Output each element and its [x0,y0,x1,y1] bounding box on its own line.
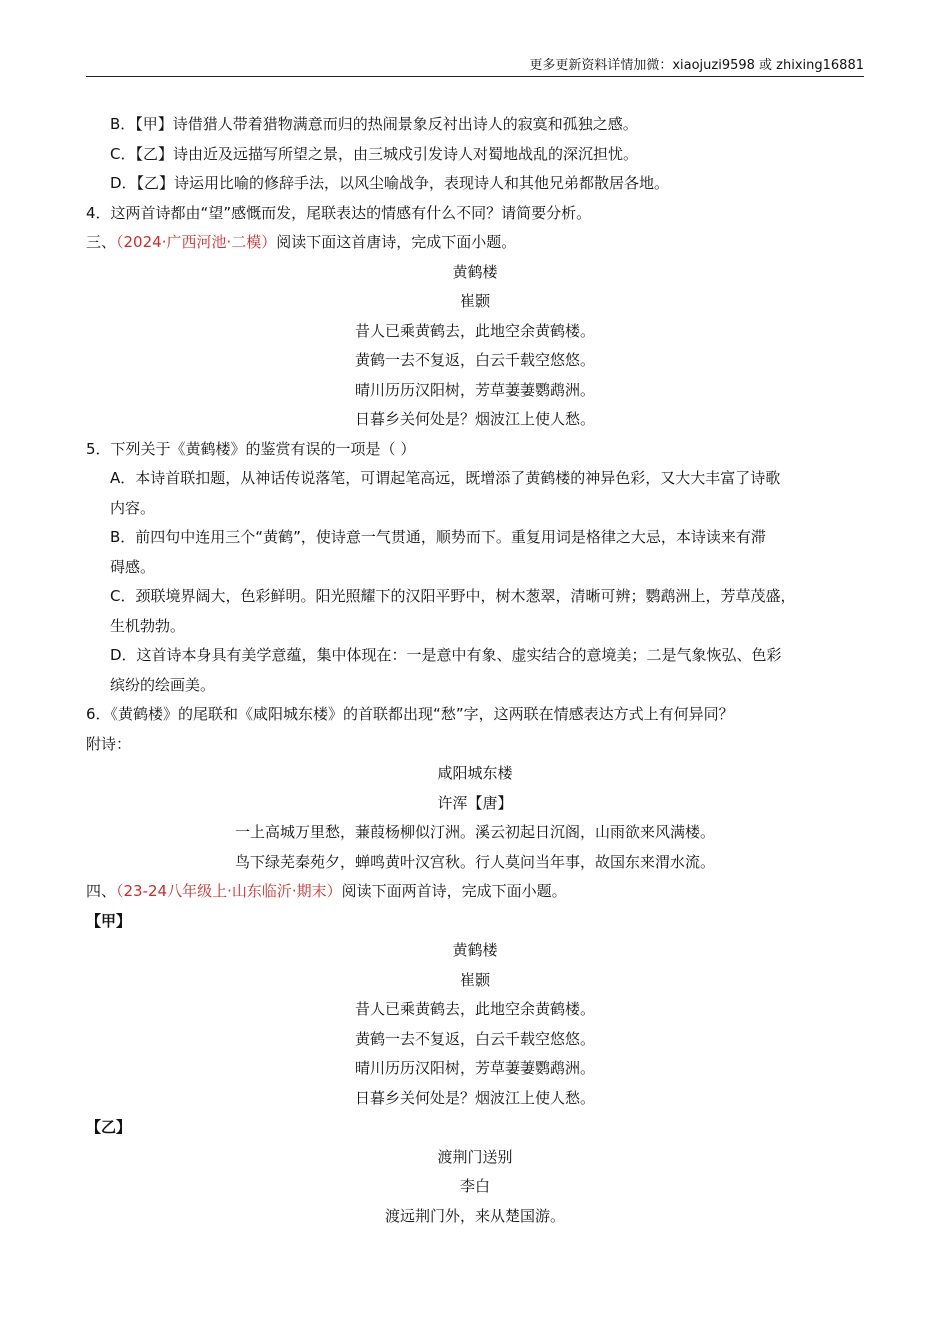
poem1-line: 晴川历历汉阳树，芳草萋萋鹦鹉洲。 [354,380,595,399]
q5-option-d-line2: 缤纷的绘画美。 [110,675,216,694]
poem4-author: 李白 [459,1177,490,1195]
q5-option-b [86,523,864,582]
section-3-source: （2024·广西河池·二模） [116,233,277,251]
yi-label: 【乙】 [86,1118,132,1136]
q5-option-a-line1: A．本诗首联扣题，从神话传说落笔，可谓起笔高远，既增添了黄鹤楼的神异色彩，又大大丰富了诗歌 [110,469,781,487]
poem2-line: 一上高城万里愁，蒹葭杨柳似汀洲。溪云初起日沉阁，山雨欲来风满楼。 [234,823,715,841]
q5-option-a [86,464,864,523]
poem1-title: 黄鹤楼 [452,262,498,281]
question-4: 4．这两首诗都由“望”感慨而发，尾联表达的情感有什么不同？请简要分析。 [86,203,592,222]
poem3-line: 黄鹤一去不复返，白云千载空悠悠。 [354,1029,595,1048]
section-3-heading [86,228,864,258]
poem3-line: 昔人已乘黄鹤去，此地空余黄鹤楼。 [354,1000,595,1018]
section-3-number: 三、 [86,233,117,251]
q5-option-c-line1: C．颈联境界阔大，色彩鲜明。阳光照耀下的汉阳平野中，树木葱翠，清晰可辨；鹦鹉洲上，芳草茂盛， [110,587,796,605]
document-body [86,110,864,1231]
page-header [86,56,864,77]
q3-option-d: D．【乙】诗运用比喻的修辞手法，以风尘喻战争，表现诗人和其他兄弟都散居各地。 [110,174,670,192]
q5-option-b-line1: B．前四句中连用三个“黄鹤”，使诗意一气贯通，顺势而下。重复用词是格律之大忌，本诗读来有滞 [110,528,766,546]
poem3-author: 崔颢 [459,970,490,989]
section-3-text: 阅读下面这首唐诗，完成下面小题。 [276,233,517,251]
header-text: 更多更新资料详情加微：xiaojuzi9598 或 zhixing16881 [529,58,864,73]
poem2-line: 鸟下绿芜秦苑夕，蝉鸣黄叶汉宫秋。行人莫问当年事，故国东来渭水流。 [234,852,715,871]
poem4-title: 渡荆门送别 [437,1147,513,1166]
section-4-heading [86,877,864,907]
q5-option-c [86,582,864,641]
poem1-author: 崔颢 [459,292,490,310]
poem1-line: 昔人已乘黄鹤去，此地空余黄鹤楼。 [354,321,595,340]
section-4-number: 四、 [86,882,117,900]
q5-option-a-line2: 内容。 [110,498,156,517]
q3-option-c: C．【乙】诗由近及远描写所望之景，由三城戍引发诗人对蜀地战乱的深沉担忧。 [110,144,638,163]
q5-option-b-line2: 碍感。 [110,557,156,576]
section-4-source: （23-24八年级上·山东临沂·期末） [116,882,342,900]
q5-option-d-line1: D．这首诗本身具有美学意蕴，集中体现在：一是意中有象、虚实结合的意境美；二是气象恢弘、色彩 [110,646,782,664]
appendix-label: 附诗： [86,734,132,753]
section-4-text: 阅读下面两首诗，完成下面小题。 [341,882,567,900]
poem3-line: 日暮乡关何处是？烟波江上使人愁。 [354,1088,595,1107]
q3-option-b: B．【甲】诗借猎人带着猎物满意而归的热闹景象反衬出诗人的寂寞和孤独之感。 [110,115,638,133]
question-6: 6．《黄鹤楼》的尾联和《咸阳城东楼》的首联都出现“愁”字，这两联在情感表达方式上有何异同？ [86,705,734,723]
poem1-line: 黄鹤一去不复返，白云千载空悠悠。 [354,351,595,369]
poem3-title: 黄鹤楼 [452,941,498,959]
jia-label: 【甲】 [86,911,132,930]
poem2-title: 咸阳城东楼 [437,764,513,782]
q5-option-d [86,641,864,700]
poem1-line: 日暮乡关何处是？烟波江上使人愁。 [354,410,595,428]
poem2-author: 许浑【唐】 [437,793,513,812]
question-5-stem: 5．下列关于《黄鹤楼》的鉴赏有误的一项是（ ） [86,439,416,458]
poem4-line: 渡远荆门外，来从楚国游。 [384,1206,565,1225]
poem3-line: 晴川历历汉阳树，芳草萋萋鹦鹉洲。 [354,1059,595,1077]
q5-option-c-line2: 生机勃勃。 [110,616,186,635]
